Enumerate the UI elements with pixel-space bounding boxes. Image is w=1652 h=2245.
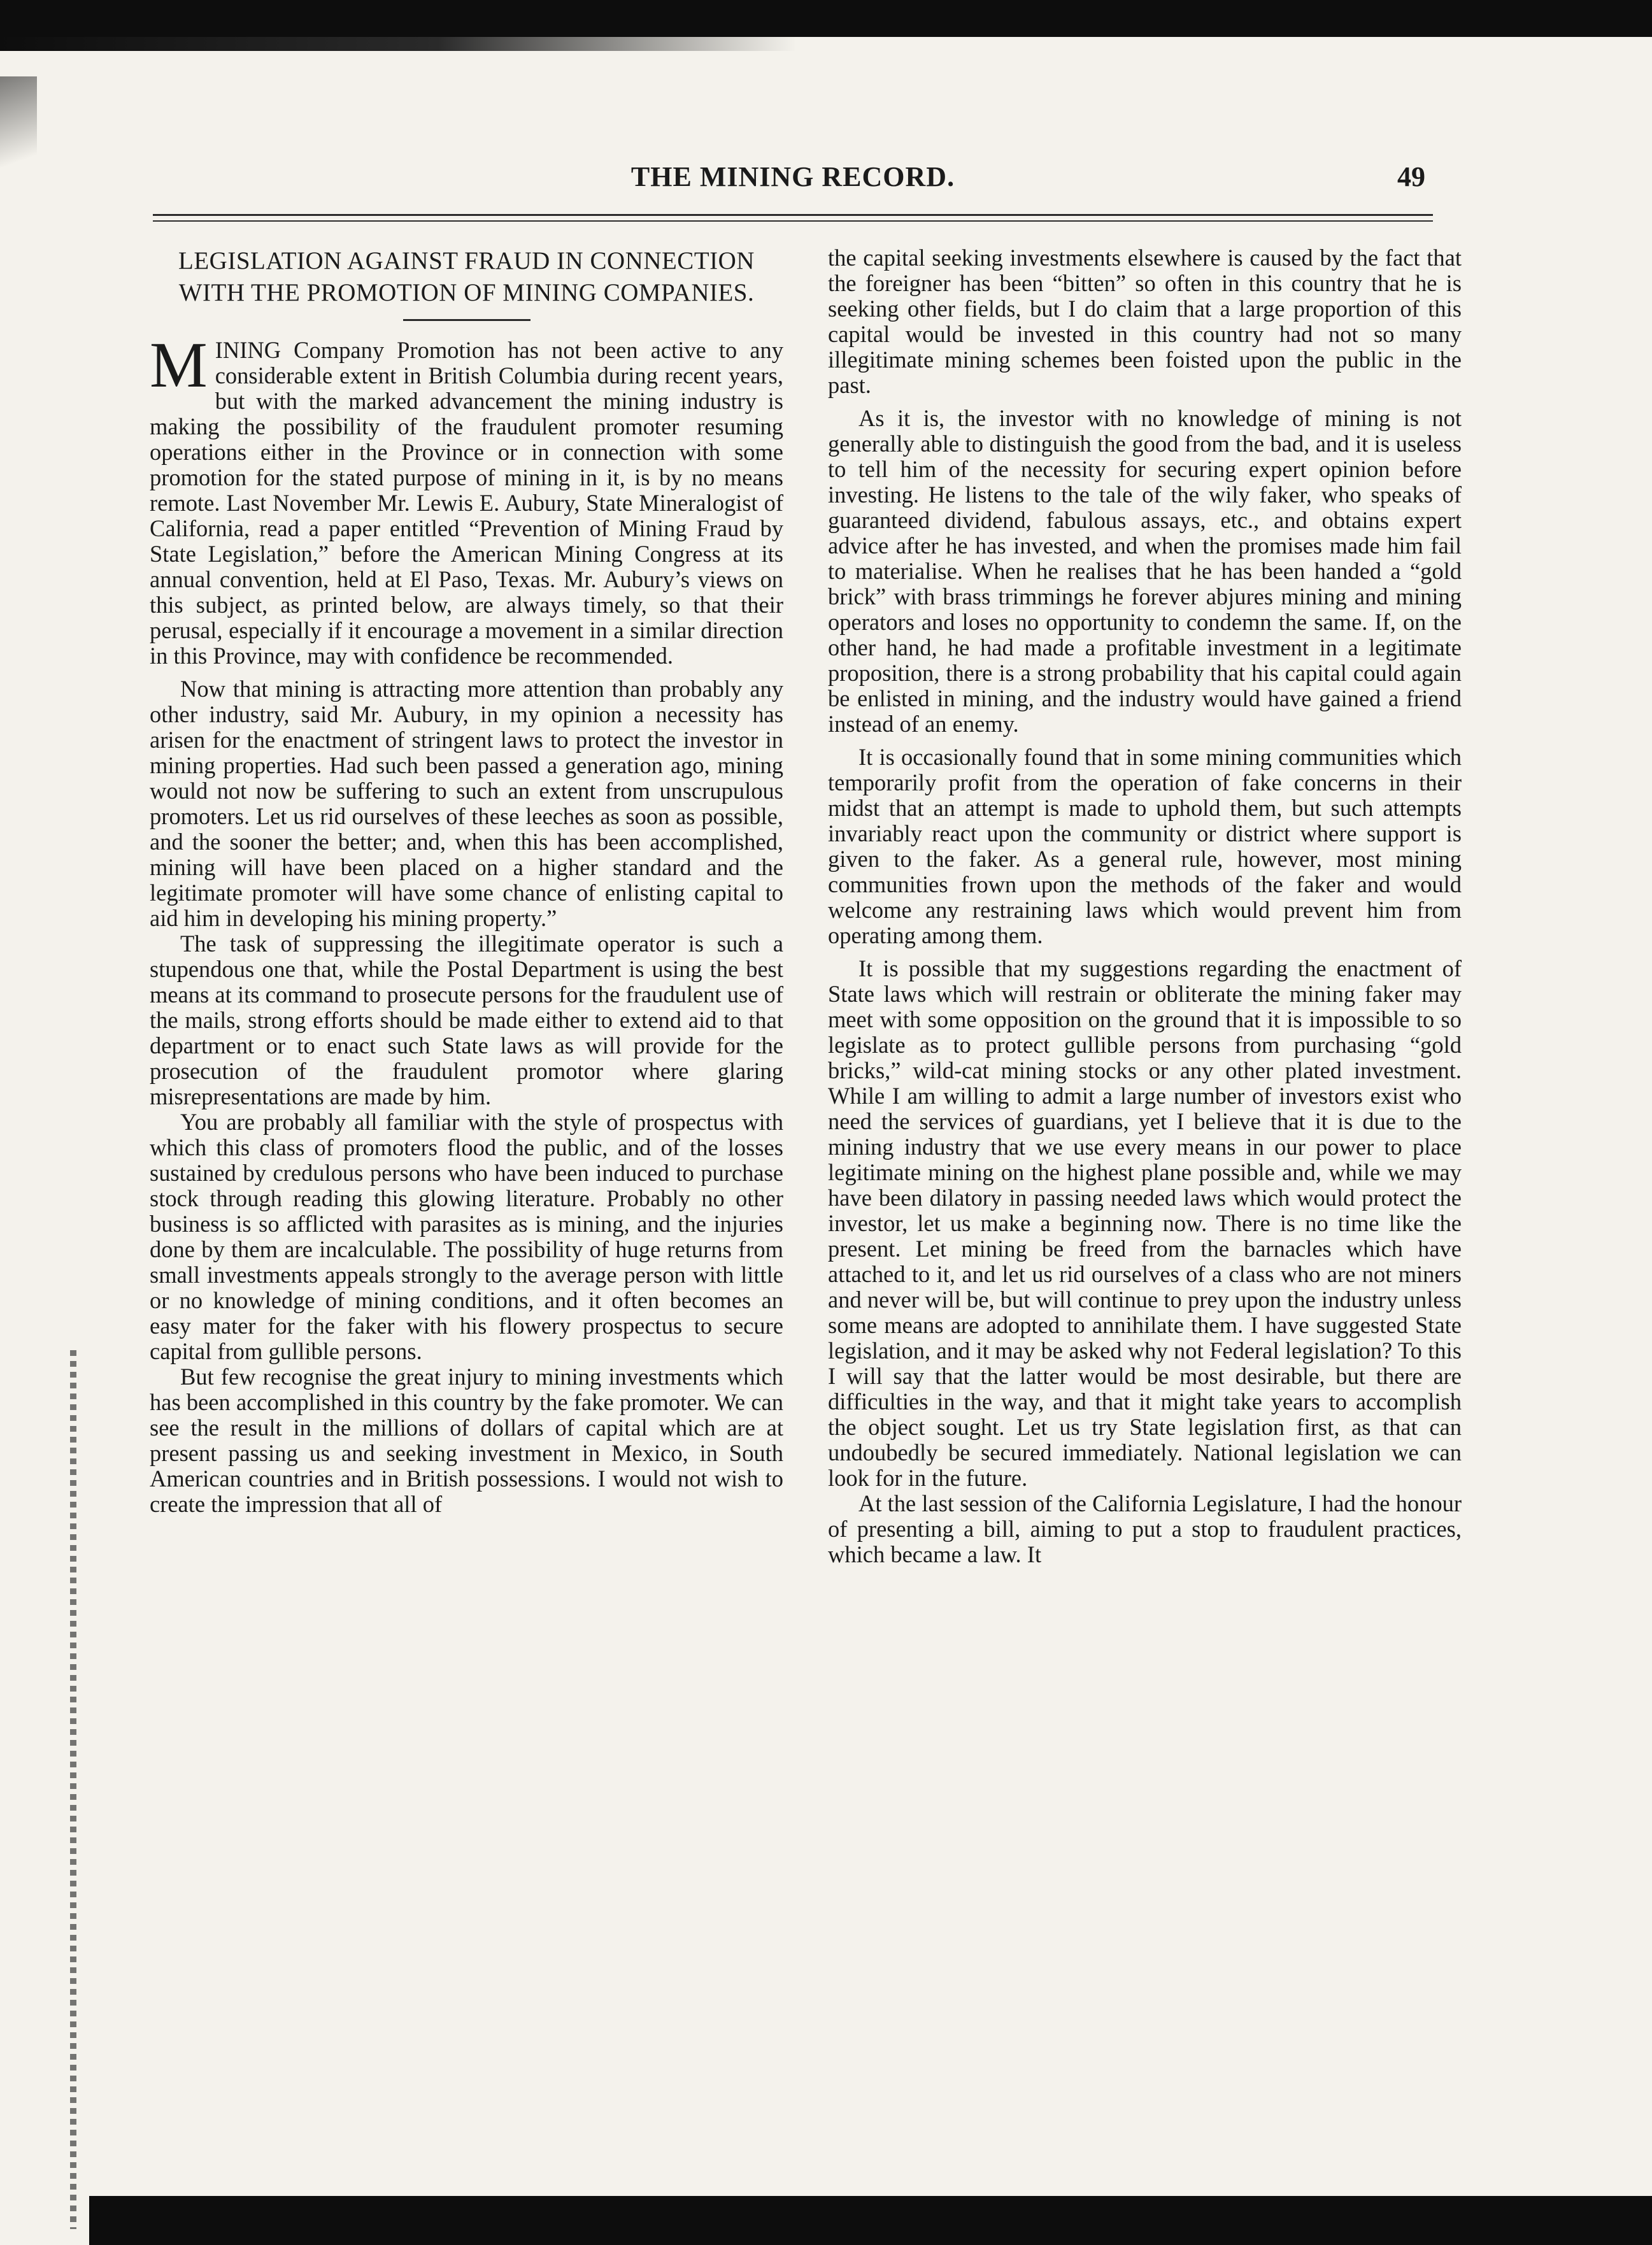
article-paragraph: But few recognise the great injury to mining investments which has been accomplished in this country by the fake promoter. We can see the result in the millions of dollars of capital which are at present passing us and seeking investment in Mexico, in South American countries and in British possessions. I would not wish to create the impression that all of	[150, 1364, 783, 1517]
article-headline: LEGISLATION AGAINST FRAUD IN CONNECTION WITH THE PROMOTION OF MINING COMPANIES.	[178, 247, 755, 306]
article-paragraph: Now that mining is attracting more attention than probably any other industry, said Mr. Aubury, in my opinion a necessity has arisen for the enactment of stringent laws to protect the investor in mining properties. Had such been passed a generation ago, mining would not now be suffering to such an extent from unscrupulous promoters. Let us rid ourselves of these leeches as soon as possible, and the sooner the better; and, when this has been accomplished, mining will have been placed on a higher standard and the legitimate promoter will have some chance of enlisting capital to aid him in developing his mining property.”	[150, 676, 783, 931]
page-number: 49	[1397, 161, 1425, 192]
scan-top-shadow	[0, 37, 796, 51]
article-paragraph	[150, 329, 783, 669]
headline-rule	[403, 319, 530, 321]
header-rule	[153, 214, 1433, 216]
header-rule-thin	[153, 220, 1433, 222]
article-paragraph: The task of suppressing the illegitimate operator is such a stupendous one that, while the Postal Department is using the best means at its command to prosecute persons for the fraudulent use of the mails, strong efforts should be made either to extend aid to that department or to enact such State laws as will provide for the prosecution of the fraudulent promotor where glaring misrepresentations are made by him.	[150, 930, 783, 1109]
paragraph-text: INING Company Promotion has not been active to any considerable extent in British Columbia during recent years, but with the marked advancement the mining industry is making the possibility of the fraudulent promoter resuming operations either in the Province or in connection with some promotion for the stated purpose of mining in it, is by no means remote. Last November Mr. Lewis E. Aubury, State Mineralogist of California, read a paper entitled “Prevention of Mining Fraud by State Legislation,” before the American Mining Congress at its annual convention, held at El Paso, Texas. Mr. Aubury’s views on this subject, as printed below, are always timely, so that their perusal, especially if it encourage a movement in a similar direction in this Province, may with confidence be recommended.	[150, 337, 783, 669]
scan-left-edge-artifact	[70, 1350, 76, 2229]
scan-bottom-border	[89, 2196, 1652, 2245]
article-paragraph: the capital seeking investments elsewhere is caused by the fact that the foreigner has been “bitten” so often in this country that he is seeking other fields, but I do claim that a large proportion of this capital would be invested in this country had not so many illegitimate mining schemes been foisted upon the public in the past.	[828, 245, 1462, 398]
article-paragraph: It is possible that my suggestions regarding the enactment of State laws which will restrain or obliterate the mining faker may meet with some opposition on the ground that it is impossible to so legislate as to protect gullible persons from purchasing “gold bricks,” wild-cat mining stocks or any other plated investment. While I am willing to admit a large number of investors exist who need the services of guardians, yet I believe that it is due to the mining industry that we use every means in our power to place legitimate mining on the highest plane possible and, while we may have been dilatory in passing needed laws which would protect the investor, let us make a beginning now. There is no time like the present. Let mining be freed from the barnacles which have attached to it, and let us rid ourselves of a class who are not miners and never will be, but will continue to prey upon the industry unless some means are adopted to annihilate them. I have suggested State legislation, and it may be asked why not Federal legislation? To this I will say that the latter would be most desirable, but there are difficulties in the way, and that it might take years to accomplish the object sought. Let us try State legislation first, as that can undoubedly be secured immediately. National legislation we can look for in the future.	[828, 955, 1462, 1491]
scan-top-border	[0, 0, 1652, 37]
article-paragraph: You are probably all familiar with the style of prospectus with which this class of promoters flood the public, and of the losses sustained by credulous persons who have been induced to purchase stock through reading this glowing literature. Probably no other business is so afflicted with parasites as is mining, and the injuries done by them are incalculable. The possibility of huge returns from small investments appeals strongly to the average person with little or no knowledge of mining conditions, and it often becomes an easy mater for the faker with his flowery prospectus to secure capital from gullible persons.	[150, 1109, 783, 1364]
scan-corner-artifact	[0, 76, 37, 178]
article-paragraph: At the last session of the California Legislature, I had the honour of presenting a bill, aiming to put a stop to fraudulent practices, which became a law. It	[828, 1490, 1462, 1567]
drop-cap: M	[150, 329, 208, 401]
left-column	[150, 245, 783, 1517]
publication-title: THE MINING RECORD.	[630, 161, 955, 192]
article-paragraph: As it is, the investor with no knowledge of mining is not generally able to distinguish the good from the bad, and it is useless to tell him of the necessity for securing expert opinion before investing. He listens to the tale of the wily faker, who speaks of guaranteed dividend, fabulous assays, etc., and obtains expert advice after he has invested, and when the promises made him fail to materialise. When he realises that he has been handed a “gold brick” with brass trimmings he forever abjures mining and mining operators and loses no opportunity to condemn the same. If, on the other hand, he had made a profitable investment in a legitimate proposition, there is a strong probability that his capital could again be enlisted in mining, and the industry would have gained a friend instead of an enemy.	[828, 405, 1462, 737]
article-paragraph: It is occasionally found that in some mining communities which temporarily profit from the operation of fake concerns in their midst that an attempt is made to uphold them, but such attempts invariably react upon the community or district where support is given to the faker. As a general rule, however, most mining communities frown upon the methods of the faker and would welcome any restraining laws which would prevent him from operating among them.	[828, 744, 1462, 948]
right-column	[828, 245, 1462, 1567]
running-head	[153, 160, 1433, 205]
